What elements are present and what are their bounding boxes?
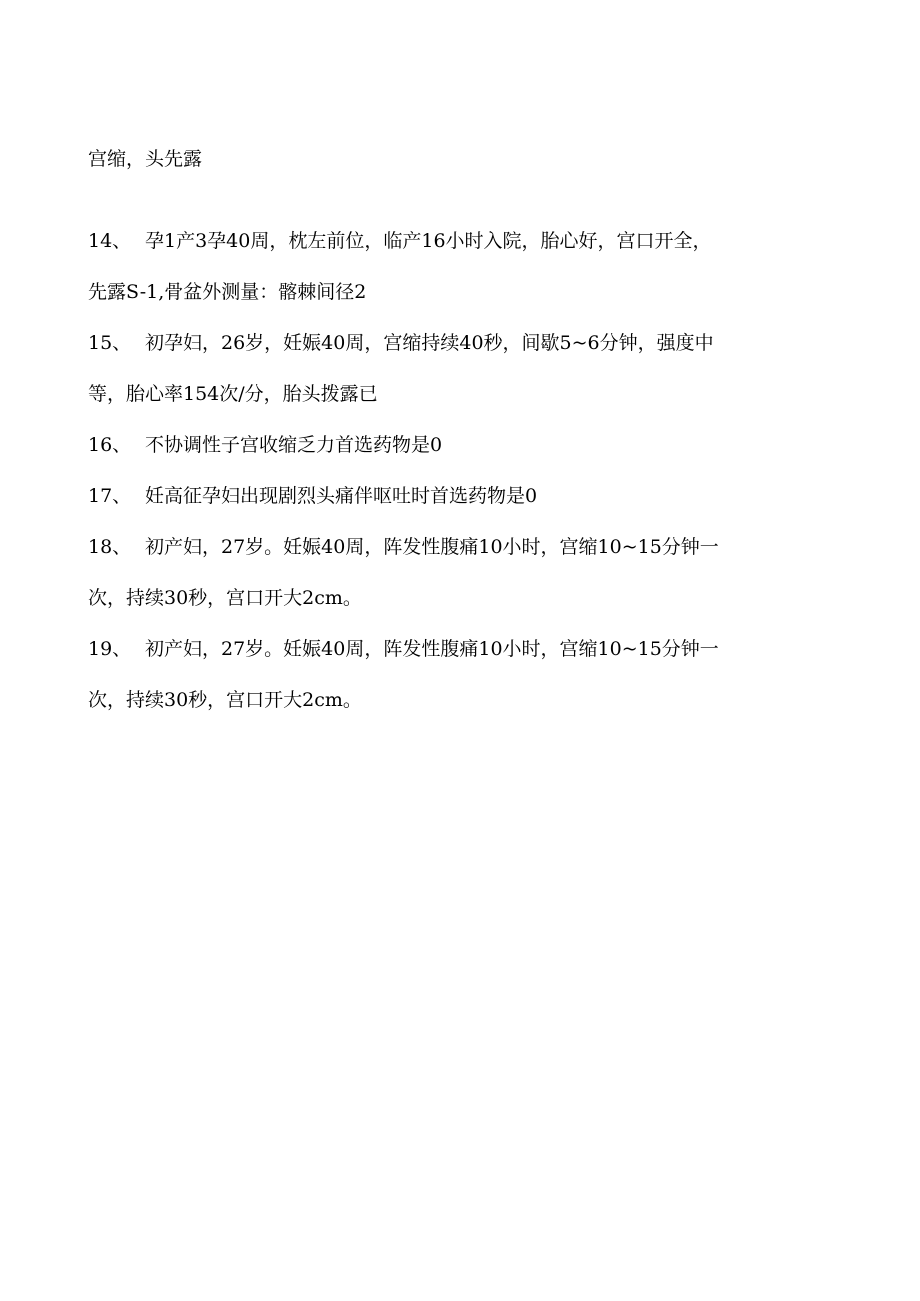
continuation-text: 宫缩，头先露 — [88, 148, 203, 170]
question-number: 18、 — [88, 536, 132, 558]
question-number: 16、 — [88, 434, 132, 456]
question-14-line-1 — [88, 229, 712, 253]
question-15-line-1 — [88, 331, 714, 355]
question-text: 不协调性子宫收缩乏力首选药物是0 — [145, 434, 443, 456]
question-text: 初产妇，27岁。妊娠40周，阵发性腹痛10小时，宫缩10~15分钟一 — [145, 638, 719, 660]
question-19-line-1 — [88, 637, 719, 661]
question-text: 初产妇，27岁。妊娠40周，阵发性腹痛10小时，宫缩10~15分钟一 — [145, 536, 719, 558]
question-19-line-2: 次，持续30秒，宫口开大2cm。 — [88, 689, 362, 711]
question-text: 初孕妇，26岁，妊娠40周，宫缩持续40秒，间歇5~6分钟，强度中 — [145, 332, 714, 354]
question-16-line-1 — [88, 433, 442, 457]
question-18-line-1 — [88, 535, 719, 559]
question-text: 妊高征孕妇出现剧烈头痛伴呕吐时首选药物是0 — [145, 485, 538, 507]
question-text: 孕1产3孕40周，枕左前位，临产16小时入院，胎心好，宫口开全， — [145, 230, 712, 252]
question-18-line-2: 次，持续30秒，宫口开大2cm。 — [88, 587, 362, 609]
question-17-line-1 — [88, 484, 537, 508]
question-number: 14、 — [88, 230, 132, 252]
question-number: 17、 — [88, 485, 132, 507]
question-number: 19、 — [88, 638, 132, 660]
question-15-line-2: 等，胎心率154次/分，胎头拨露已 — [88, 383, 378, 405]
question-14-line-2: 先露S-1,骨盆外测量：髂棘间径2 — [88, 281, 367, 303]
question-number: 15、 — [88, 332, 132, 354]
